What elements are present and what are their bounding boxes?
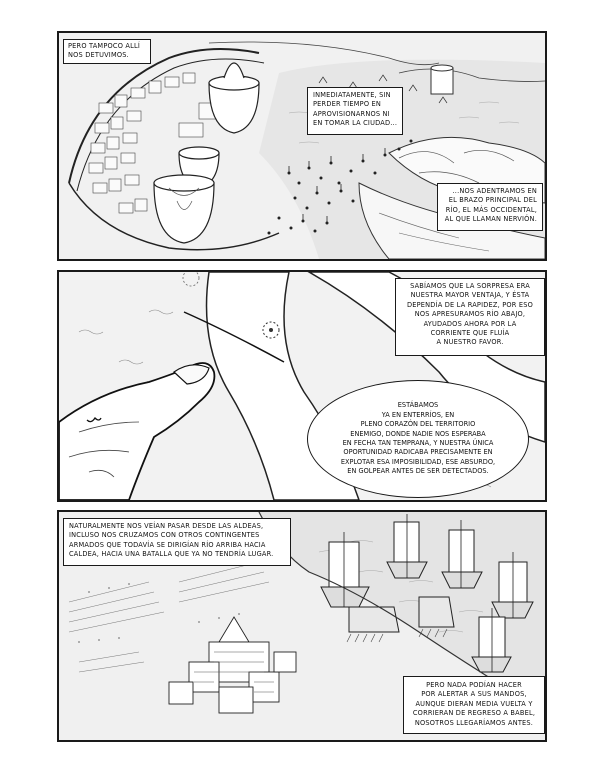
caption-box [307,87,403,135]
panel-1 [57,31,547,261]
caption-box [395,278,545,356]
panel-3 [57,510,547,742]
caption-line: AL QUE LLAMAN NERVIÓN. [444,215,537,224]
caption-line: INCLUSO NOS CRUZAMOS CON OTROS CONTINGENTES [69,531,260,540]
caption-line: SABÍAMOS QUE LA SORPRESA ERA [410,282,530,290]
caption-line: PERO TAMPOCO ALLÍ [68,42,140,50]
caption-line: ...NOS ADENTRAMOS EN [452,187,537,195]
caption-line: NOS APRESURAMOS RÍO ABAJO, [414,310,526,319]
caption-line: DEPENDÍA DE LA RAPIDEZ, POR ESO [406,300,533,309]
caption-line: RÍO, EL MÁS OCCIDENTAL, [445,205,537,214]
caption-line: PERDER TIEMPO EN [313,100,382,109]
caption-line: PLENO CORAZÓN DEL TERRITORIO [360,420,476,429]
caption-line: YA EN ENTERRÍOS, EN [381,410,455,419]
caption-line: EN TOMAR LA CIUDAD... [313,119,398,128]
caption-box [403,676,545,734]
caption-line: PERO NADA PODÍAN HACER [426,681,522,689]
caption-box [63,518,291,566]
caption-line: EXPLOTAR ESA IMPOSIBILIDAD, ESE ABSURDO, [340,457,496,466]
caption-line: POR ALERTAR A SUS MANDOS, [421,690,527,699]
caption-line: NOS DETUVIMOS. [68,51,129,60]
caption-box [437,183,543,231]
caption-line: ENEMIGO, DONDE NADIE NOS ESPERABA [350,429,486,438]
caption-line: NUESTRA MAYOR VENTAJA, Y ÉSTA [410,291,530,300]
caption-line: CORRIENTE QUE FLUÍA [430,329,510,338]
caption-line: NOSOTROS LLEGARÍAMOS ANTES. [414,718,534,727]
caption-line: EL BRAZO PRINCIPAL DEL [448,196,537,205]
caption-line: CALDEA, HACIA UNA BATALLA QUE YA NO TENDRÍA LUGAR. [69,550,274,559]
caption-line: AYUDADOS AHORA POR LA [423,319,517,328]
caption-line: OPORTUNIDAD RADICABA PRECISAMENTE EN [343,448,493,457]
caption-line: CORRIERAN DE REGRESO A BABEL, [412,709,536,718]
caption-line: NATURALMENTE NOS VEÍAN PASAR DESDE LAS ALDEAS, [69,522,264,530]
caption-line: INMEDIATAMENTE, SIN [313,91,391,99]
caption-line: AUNQUE DIERAN MEDIA VUELTA Y [415,699,533,708]
panel-2 [57,270,547,502]
caption-box [63,39,151,64]
caption-line: ARMADOS QUE TODAVÍA SE DIRIGÍAN RÍO ARRIBA HACIA [69,540,266,549]
caption-line: EN FECHA TAN TEMPRANA, Y NUESTRA ÚNICA [342,439,494,447]
caption-line: EN GOLPEAR ANTES DE SER DETECTADOS. [347,467,489,476]
caption-line: ESTÁBAMOS [397,401,439,410]
caption-line: APROVISIONARNOS NI [313,109,390,118]
narration-balloon [307,380,529,498]
caption-line: A NUESTRO FAVOR. [436,338,504,347]
